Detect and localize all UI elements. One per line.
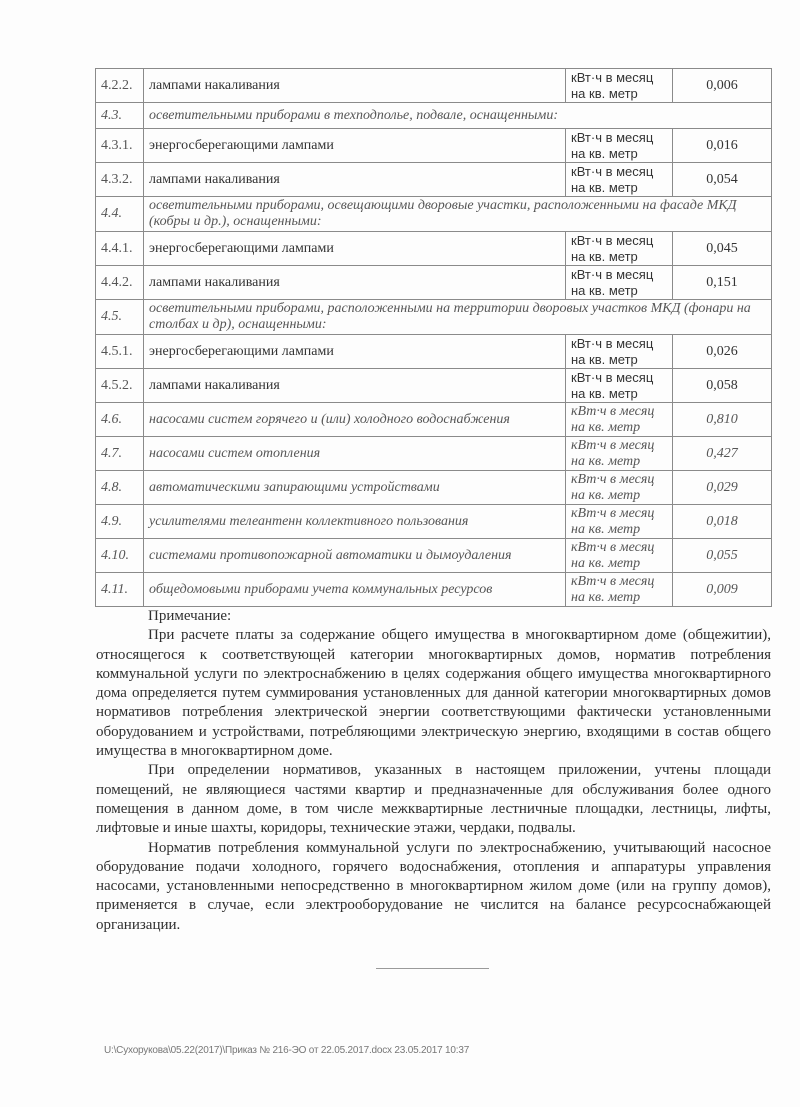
unit-line-1: кВт·ч в месяц <box>571 437 655 453</box>
table-row <box>96 266 772 300</box>
notes-paragraph-3: Норматив потребления коммунальной услуги по электроснабжению, учитывающий насосное оборудование подачи холодного, горячего водоснабжения, отопления и аппаратуры управления насосами, установленными непосредственно в многоквартирном жилом доме (или на группу домов), применяется в случае, если электрооборудование не числится на балансе ресурсоснабжающей организации. <box>96 839 771 933</box>
row-number: 4.5.2. <box>96 369 144 403</box>
unit-line-2: на кв. метр <box>571 453 641 469</box>
norm-value: 0,058 <box>673 369 772 403</box>
table-row <box>96 232 772 266</box>
norm-value: 0,427 <box>673 437 772 471</box>
table-row <box>96 335 772 369</box>
row-number: 4.4. <box>96 197 144 232</box>
unit-line-1: кВт·ч в месяц <box>571 539 655 555</box>
unit-cell <box>566 437 673 471</box>
unit-cell <box>566 505 673 539</box>
unit-line-1: кВт·ч в месяц <box>571 266 654 282</box>
unit-line-1: кВт·ч в месяц <box>571 232 654 248</box>
equipment-name: лампами накаливания <box>144 369 566 403</box>
table-row <box>96 369 772 403</box>
unit-line-1: кВт·ч в месяц <box>571 335 654 351</box>
unit-cell <box>566 266 673 300</box>
row-number: 4.3.1. <box>96 129 144 163</box>
equipment-name: усилителями телеантенн коллективного пользования <box>144 505 566 539</box>
table-section-row <box>96 103 772 129</box>
separator-line <box>376 968 489 969</box>
section-title: осветительными приборами в техподполье, подвале, оснащенными: <box>144 103 772 129</box>
row-number: 4.5.1. <box>96 335 144 369</box>
unit-line-2: на кв. метр <box>571 487 641 503</box>
unit-line-1: кВт·ч в месяц <box>571 69 654 85</box>
row-number: 4.6. <box>96 403 144 437</box>
unit-line-2: на кв. метр <box>571 85 638 101</box>
norm-value: 0,006 <box>673 69 772 103</box>
row-number: 4.10. <box>96 539 144 573</box>
unit-cell <box>566 573 673 607</box>
unit-line-2: на кв. метр <box>571 351 638 367</box>
row-number: 4.2.2. <box>96 69 144 103</box>
equipment-name: системами противопожарной автоматики и дымоудаления <box>144 539 566 573</box>
notes-section <box>96 607 771 935</box>
table-section-row <box>96 300 772 335</box>
unit-cell <box>566 403 673 437</box>
equipment-name: насосами систем горячего и (или) холодного водоснабжения <box>144 403 566 437</box>
unit-line-1: кВт·ч в месяц <box>571 369 654 385</box>
unit-line-2: на кв. метр <box>571 589 641 605</box>
unit-cell <box>566 69 673 103</box>
unit-line-2: на кв. метр <box>571 179 638 195</box>
unit-line-2: на кв. метр <box>571 145 638 161</box>
unit-cell <box>566 232 673 266</box>
equipment-name: энергосберегающими лампами <box>144 335 566 369</box>
section-title: осветительными приборами, освещающими дворовые участки, расположенными на фасаде МКД (кобры и др.), оснащенными: <box>144 197 772 232</box>
notes-paragraph-1: При расчете платы за содержание общего имущества в многоквартирном доме (общежитии), относящегося к соответствующей категории многоквартирных домов, норматив потребления коммунальной услуги по электроснабжению в целях содержания общего имущества многоквартирного дома определяется путем суммирования установленных для данной категории многоквартирных домов нормативов потребления электрической энергии соответствующими фактически установленными оборудованием и устройствами, потребляющими электрическую энергию, входящими в состав общего имущества в многоквартирном доме. <box>96 627 771 760</box>
row-number: 4.7. <box>96 437 144 471</box>
footer-file-path: U:\Сухорукова\05.22(2017)\Приказ № 216-ЭО от 22.05.2017.docx 23.05.2017 10:37 <box>104 1045 470 1056</box>
unit-cell <box>566 163 673 197</box>
table-row <box>96 403 772 437</box>
table-row <box>96 129 772 163</box>
unit-line-2: на кв. метр <box>571 555 641 571</box>
norms-table <box>95 68 772 607</box>
table-row <box>96 69 772 103</box>
section-title: осветительными приборами, расположенными на территории дворовых участков МКД (фонари на столбах и др), оснащенными: <box>144 300 772 335</box>
row-number: 4.11. <box>96 573 144 607</box>
unit-line-2: на кв. метр <box>571 282 638 298</box>
unit-line-1: кВт·ч в месяц <box>571 505 655 521</box>
row-number: 4.8. <box>96 471 144 505</box>
unit-line-2: на кв. метр <box>571 248 638 264</box>
equipment-name: энергосберегающими лампами <box>144 232 566 266</box>
equipment-name: энергосберегающими лампами <box>144 129 566 163</box>
unit-line-2: на кв. метр <box>571 419 641 435</box>
norm-value: 0,009 <box>673 573 772 607</box>
norm-value: 0,810 <box>673 403 772 437</box>
row-number: 4.9. <box>96 505 144 539</box>
unit-line-1: кВт·ч в месяц <box>571 163 654 179</box>
table-row <box>96 163 772 197</box>
row-number: 4.3.2. <box>96 163 144 197</box>
unit-cell <box>566 129 673 163</box>
norm-value: 0,151 <box>673 266 772 300</box>
table-section-row <box>96 197 772 232</box>
norm-value: 0,029 <box>673 471 772 505</box>
unit-line-1: кВт·ч в месяц <box>571 129 654 145</box>
equipment-name: автоматическими запирающими устройствами <box>144 471 566 505</box>
equipment-name: лампами накаливания <box>144 69 566 103</box>
row-number: 4.3. <box>96 103 144 129</box>
unit-line-2: на кв. метр <box>571 521 641 537</box>
unit-cell <box>566 539 673 573</box>
norm-value: 0,026 <box>673 335 772 369</box>
table-row <box>96 471 772 505</box>
table-row <box>96 539 772 573</box>
norm-value: 0,018 <box>673 505 772 539</box>
table-row <box>96 573 772 607</box>
norm-value: 0,055 <box>673 539 772 573</box>
equipment-name: общедомовыми приборами учета коммунальных ресурсов <box>144 573 566 607</box>
norms-table-body <box>96 69 772 607</box>
unit-cell <box>566 335 673 369</box>
unit-line-1: кВт·ч в месяц <box>571 403 655 419</box>
row-number: 4.5. <box>96 300 144 335</box>
notes-paragraph-2: При определении нормативов, указанных в настоящем приложении, учтены площади помещений, не являющиеся частями квартир и предназначенные для обслуживания более одного помещения в данном доме, в том числе межквартирные лестничные площадки, лестницы, лифты, лифтовые и иные шахты, коридоры, технические этажи, чердаки, подвалы. <box>96 762 771 837</box>
table-row <box>96 437 772 471</box>
row-number: 4.4.1. <box>96 232 144 266</box>
norm-value: 0,054 <box>673 163 772 197</box>
unit-line-1: кВт·ч в месяц <box>571 573 655 589</box>
table-row <box>96 505 772 539</box>
equipment-name: насосами систем отопления <box>144 437 566 471</box>
equipment-name: лампами накаливания <box>144 163 566 197</box>
unit-line-2: на кв. метр <box>571 385 638 401</box>
unit-cell <box>566 471 673 505</box>
norm-value: 0,016 <box>673 129 772 163</box>
unit-line-1: кВт·ч в месяц <box>571 471 655 487</box>
equipment-name: лампами накаливания <box>144 266 566 300</box>
notes-label: Примечание: <box>148 608 232 624</box>
row-number: 4.4.2. <box>96 266 144 300</box>
norm-value: 0,045 <box>673 232 772 266</box>
unit-cell <box>566 369 673 403</box>
